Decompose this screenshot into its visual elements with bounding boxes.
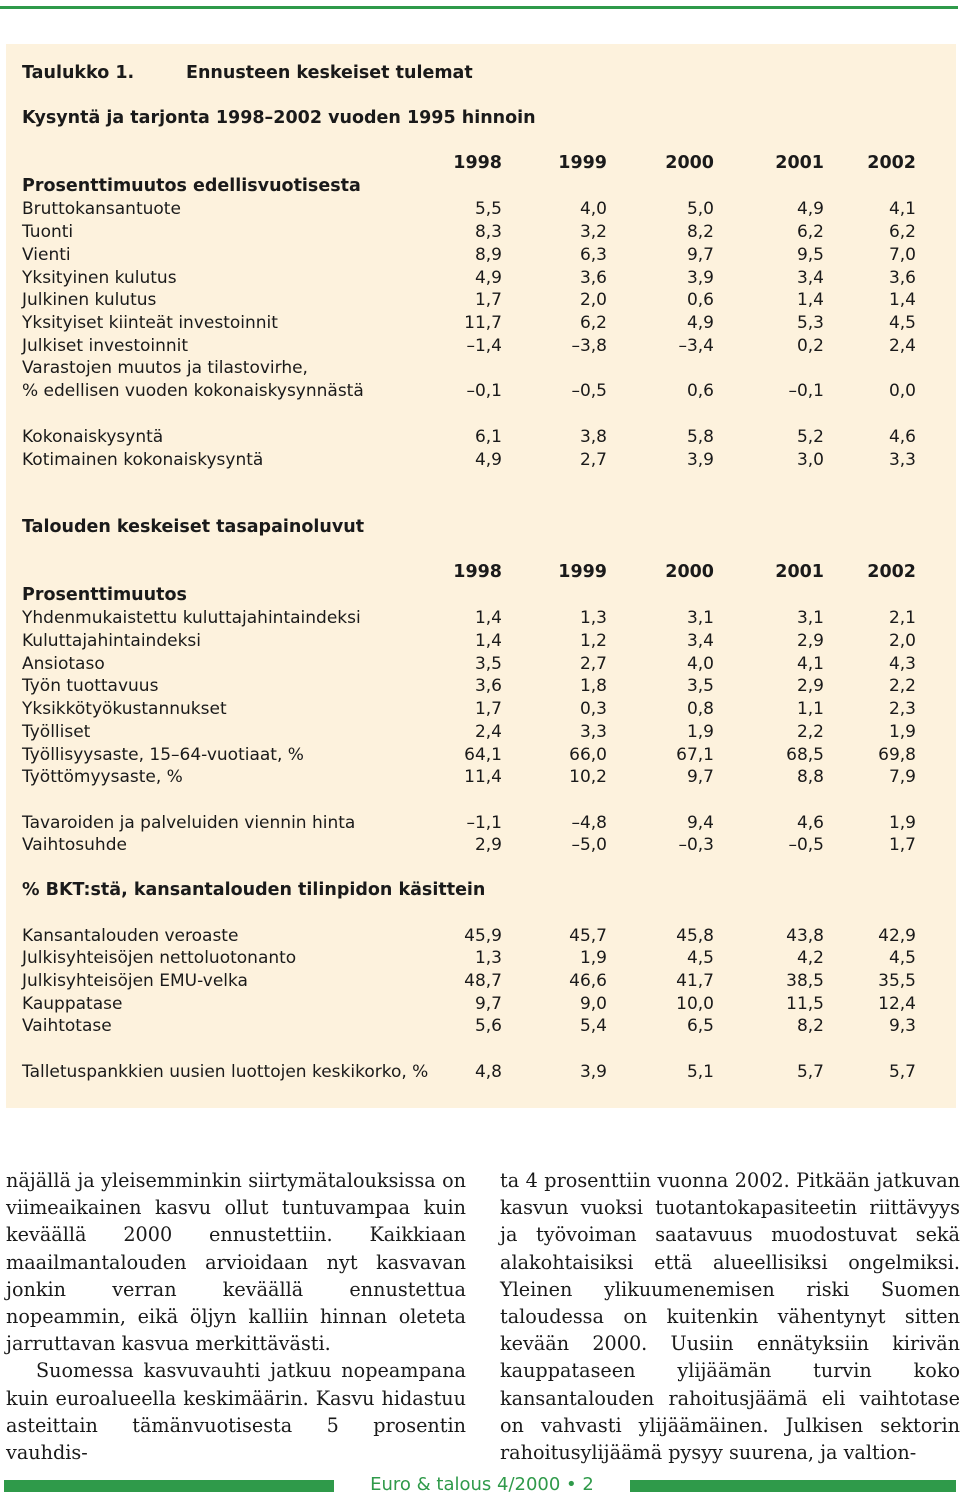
- value-cell: 0,8: [686, 699, 714, 719]
- row-label: Vaihtotase: [22, 1016, 112, 1036]
- value-cell: 41,7: [676, 971, 714, 991]
- row-label: Vienti: [22, 245, 71, 265]
- value-cell: 5,2: [796, 427, 824, 447]
- value-cell: 46,6: [569, 971, 607, 991]
- table-row: [22, 926, 922, 948]
- table-row: [22, 199, 922, 221]
- value-cell: 8,2: [796, 1016, 824, 1036]
- value-cell: 1,4: [888, 290, 916, 310]
- value-cell: 45,9: [464, 926, 502, 946]
- year-header-cell: 2000: [665, 153, 714, 173]
- body-column-right: [500, 1167, 960, 1466]
- row-label: % edellisen vuoden kokonaiskysynnästä: [22, 381, 364, 401]
- value-cell: 2,2: [888, 676, 916, 696]
- value-cell: 4,9: [796, 199, 824, 219]
- value-cell: 12,4: [878, 994, 916, 1014]
- value-cell: 5,8: [686, 427, 714, 447]
- table-row: [22, 948, 922, 970]
- value-cell: 0,3: [579, 699, 607, 719]
- value-cell: 4,6: [888, 427, 916, 447]
- value-cell: 9,7: [474, 994, 502, 1014]
- value-cell: 3,8: [579, 427, 607, 447]
- value-cell: –3,8: [571, 336, 607, 356]
- row-label: Julkinen kulutus: [22, 290, 157, 310]
- value-cell: 6,2: [579, 313, 607, 333]
- year-header-cell: 2002: [867, 562, 916, 582]
- table-title: Ennusteen keskeiset tulemat: [186, 63, 473, 83]
- value-cell: 3,1: [686, 608, 714, 628]
- value-cell: 5,7: [796, 1062, 824, 1082]
- value-cell: 8,3: [474, 222, 502, 242]
- value-cell: 48,7: [464, 971, 502, 991]
- value-cell: 4,6: [796, 813, 824, 833]
- value-cell: 9,4: [686, 813, 714, 833]
- year-header-cell: 1998: [453, 153, 502, 173]
- value-cell: 9,7: [686, 245, 714, 265]
- value-cell: 3,6: [888, 268, 916, 288]
- value-cell: 2,9: [796, 631, 824, 651]
- value-cell: 2,9: [796, 676, 824, 696]
- value-cell: 2,7: [579, 654, 607, 674]
- section3-title: % BKT:stä, kansantalouden tilinpidon käsittein: [22, 880, 486, 900]
- value-cell: 1,9: [888, 722, 916, 742]
- value-cell: 67,1: [676, 745, 714, 765]
- value-cell: 3,6: [579, 268, 607, 288]
- value-cell: 3,4: [796, 268, 824, 288]
- value-cell: 3,9: [686, 450, 714, 470]
- row-label: Työn tuottavuus: [22, 676, 159, 696]
- value-cell: 3,9: [579, 1062, 607, 1082]
- row-label: Työlliset: [22, 722, 91, 742]
- value-cell: 5,5: [474, 199, 502, 219]
- value-cell: 11,7: [464, 313, 502, 333]
- value-cell: 2,1: [888, 608, 916, 628]
- body-paragraph: näjällä ja yleisemminkin siirtymätalouksissa on viimeaikainen kasvu ollut tuntuvampaa kuin keväällä 2000 ennustettiin. Kaikkiaan maailmantalouden arvioidaan nyt kasvavan jonkin verran keväällä ennustettua nopeammin, eikä öljyn kalliin hinnan oleteta jarruttavan kasvua merkittävästi.: [6, 1169, 466, 1356]
- value-cell: 43,8: [786, 926, 824, 946]
- row-label: Yksityiset kiinteät investoinnit: [22, 313, 278, 333]
- value-cell: 1,3: [474, 948, 502, 968]
- footer-bar-right: [630, 1480, 956, 1492]
- value-cell: 6,1: [474, 427, 502, 447]
- value-cell: 3,0: [796, 450, 824, 470]
- table-row: [22, 813, 922, 835]
- value-cell: 3,2: [579, 222, 607, 242]
- row-label: Kokonaiskysyntä: [22, 427, 164, 447]
- year-header-cell: 1999: [558, 153, 607, 173]
- value-cell: 7,0: [888, 245, 916, 265]
- value-cell: 35,5: [878, 971, 916, 991]
- value-cell: 1,7: [888, 835, 916, 855]
- value-cell: 1,2: [579, 631, 607, 651]
- row-label: Ansiotaso: [22, 654, 105, 674]
- value-cell: 4,0: [686, 654, 714, 674]
- value-cell: 66,0: [569, 745, 607, 765]
- table-row: [22, 994, 922, 1016]
- value-cell: 5,7: [888, 1062, 916, 1082]
- row-label: Yksityinen kulutus: [22, 268, 177, 288]
- section1-title: Kysyntä ja tarjonta 1998–2002 vuoden 1995 hinnoin: [22, 108, 536, 128]
- value-cell: –0,1: [788, 381, 824, 401]
- year-header-cell: 2000: [665, 562, 714, 582]
- value-cell: 2,0: [579, 290, 607, 310]
- page-footer: [0, 1472, 960, 1498]
- value-cell: 11,4: [464, 767, 502, 787]
- table-row: [22, 608, 922, 630]
- value-cell: 4,5: [888, 948, 916, 968]
- value-cell: 1,7: [474, 290, 502, 310]
- table-row: [22, 336, 922, 358]
- value-cell: 45,7: [569, 926, 607, 946]
- value-cell: –0,3: [678, 835, 714, 855]
- value-cell: 1,8: [579, 676, 607, 696]
- value-cell: 8,9: [474, 245, 502, 265]
- value-cell: 4,1: [796, 654, 824, 674]
- value-cell: 5,3: [796, 313, 824, 333]
- value-cell: 5,1: [686, 1062, 714, 1082]
- value-cell: 3,5: [686, 676, 714, 696]
- row-label: Talletuspankkien uusien luottojen keskikorko, %: [22, 1062, 429, 1082]
- value-cell: 3,1: [796, 608, 824, 628]
- row-label: Tuonti: [22, 222, 74, 242]
- table-row: [22, 358, 922, 380]
- value-cell: 9,0: [579, 994, 607, 1014]
- row-label: Julkisyhteisöjen EMU-velka: [22, 971, 248, 991]
- table-row: [22, 268, 922, 290]
- table-row: [22, 676, 922, 698]
- section1-subheading: Prosenttimuutos edellisvuotisesta: [22, 176, 361, 196]
- value-cell: 2,7: [579, 450, 607, 470]
- value-cell: 4,9: [686, 313, 714, 333]
- year-header-cell: 2001: [775, 153, 824, 173]
- value-cell: 2,2: [796, 722, 824, 742]
- value-cell: 11,5: [786, 994, 824, 1014]
- value-cell: 5,6: [474, 1016, 502, 1036]
- value-cell: 1,4: [796, 290, 824, 310]
- value-cell: 2,4: [474, 722, 502, 742]
- table-row: [22, 450, 922, 472]
- value-cell: 10,2: [569, 767, 607, 787]
- value-cell: 69,8: [878, 745, 916, 765]
- value-cell: 3,3: [888, 450, 916, 470]
- row-label: Julkisyhteisöjen nettoluotonanto: [22, 948, 297, 968]
- value-cell: 2,4: [888, 336, 916, 356]
- value-cell: 0,2: [796, 336, 824, 356]
- value-cell: –0,5: [788, 835, 824, 855]
- value-cell: –1,1: [466, 813, 502, 833]
- table-row: [22, 631, 922, 653]
- top-rule: [0, 6, 958, 9]
- table-row: [22, 427, 922, 449]
- value-cell: 2,3: [888, 699, 916, 719]
- value-cell: 42,9: [878, 926, 916, 946]
- value-cell: 4,1: [888, 199, 916, 219]
- value-cell: 6,3: [579, 245, 607, 265]
- value-cell: 1,4: [474, 608, 502, 628]
- table-row: [22, 1062, 922, 1084]
- row-label: Bruttokansantuote: [22, 199, 181, 219]
- row-label: Kansantalouden veroaste: [22, 926, 239, 946]
- row-label: Tavaroiden ja palveluiden viennin hinta: [22, 813, 356, 833]
- section2-title: Talouden keskeiset tasapainoluvut: [22, 517, 365, 537]
- value-cell: 4,5: [686, 948, 714, 968]
- year-header-cell: 1998: [453, 562, 502, 582]
- row-label: Yhdenmukaistettu kuluttajahintaindeksi: [22, 608, 361, 628]
- value-cell: 3,6: [474, 676, 502, 696]
- table-row: [22, 971, 922, 993]
- value-cell: 4,9: [474, 268, 502, 288]
- value-cell: 8,2: [686, 222, 714, 242]
- value-cell: –5,0: [571, 835, 607, 855]
- value-cell: 4,9: [474, 450, 502, 470]
- table-row: [22, 313, 922, 335]
- body-paragraph: ta 4 prosenttiin vuonna 2002. Pitkään jatkuvan kasvun vuoksi tuotantokapasiteetin riittävyys ja työvoiman saatavuus muodostuvat sekä alakohtaisiksi että alueellisiksi ongelmiksi. Yleinen ylikuumenemisen riski Suomen taloudessa on kuitenkin vähentynyt sitten kevään 2000. Uusiin ennätyksiin kirivän kauppataseen ylijäämän turvin koko kansantalouden rahoitusjäämä eli vaihtotase on vahvasti ylijäämäinen. Julkisen sektorin rahoitusylijäämä pysyy suurena, ja valtion-: [500, 1169, 960, 1465]
- table-row: [22, 654, 922, 676]
- value-cell: 1,3: [579, 608, 607, 628]
- value-cell: 2,9: [474, 835, 502, 855]
- value-cell: 7,9: [888, 767, 916, 787]
- row-label: Julkiset investoinnit: [22, 336, 189, 356]
- value-cell: 8,8: [796, 767, 824, 787]
- section2-year-header: [22, 562, 922, 584]
- row-label: Kuluttajahintaindeksi: [22, 631, 201, 651]
- value-cell: 1,9: [686, 722, 714, 742]
- value-cell: 1,4: [474, 631, 502, 651]
- value-cell: 4,2: [796, 948, 824, 968]
- value-cell: 9,5: [796, 245, 824, 265]
- footer-page-label: Euro & talous 4/2000 • 2: [370, 1474, 594, 1495]
- table-row: [22, 381, 922, 403]
- year-header-cell: 2001: [775, 562, 824, 582]
- section1-year-header: [22, 153, 922, 175]
- value-cell: 0,6: [686, 381, 714, 401]
- value-cell: 10,0: [676, 994, 714, 1014]
- value-cell: –0,1: [466, 381, 502, 401]
- value-cell: 3,9: [686, 268, 714, 288]
- value-cell: 1,1: [796, 699, 824, 719]
- value-cell: 3,4: [686, 631, 714, 651]
- row-label: Vaihtosuhde: [22, 835, 127, 855]
- body-column-left: [6, 1167, 466, 1466]
- value-cell: 38,5: [786, 971, 824, 991]
- value-cell: 4,0: [579, 199, 607, 219]
- value-cell: 4,5: [888, 313, 916, 333]
- value-cell: 0,0: [888, 381, 916, 401]
- table-row: [22, 290, 922, 312]
- value-cell: 0,6: [686, 290, 714, 310]
- row-label: Yksikkötyökustannukset: [22, 699, 227, 719]
- row-label: Varastojen muutos ja tilastovirhe,: [22, 358, 308, 378]
- footer-bar-left: [4, 1480, 334, 1492]
- table-row: [22, 222, 922, 244]
- section2-subheading: Prosenttimuutos: [22, 585, 187, 605]
- table-row: [22, 835, 922, 857]
- value-cell: 45,8: [676, 926, 714, 946]
- value-cell: 1,9: [579, 948, 607, 968]
- value-cell: 68,5: [786, 745, 824, 765]
- value-cell: 2,0: [888, 631, 916, 651]
- value-cell: –0,5: [571, 381, 607, 401]
- value-cell: 1,7: [474, 699, 502, 719]
- value-cell: 3,3: [579, 722, 607, 742]
- table-row: [22, 745, 922, 767]
- table-label: Taulukko 1.: [22, 63, 135, 83]
- value-cell: 6,5: [686, 1016, 714, 1036]
- row-label: Työllisyysaste, 15–64-vuotiaat, %: [22, 745, 304, 765]
- body-paragraph: Suomessa kasvuvauhti jatkuu nopeampana kuin euroalueella keskimäärin. Kasvu hidastuu asteittain tämänvuotisesta 5 prosentin vauhdis-: [6, 1359, 466, 1465]
- table-row: [22, 699, 922, 721]
- value-cell: 6,2: [888, 222, 916, 242]
- row-label: Kotimainen kokonaiskysyntä: [22, 450, 264, 470]
- value-cell: –3,4: [678, 336, 714, 356]
- year-header-cell: 2002: [867, 153, 916, 173]
- year-header-cell: 1999: [558, 562, 607, 582]
- row-label: Kauppatase: [22, 994, 123, 1014]
- value-cell: 6,2: [796, 222, 824, 242]
- value-cell: 4,3: [888, 654, 916, 674]
- value-cell: 1,9: [888, 813, 916, 833]
- value-cell: 9,3: [888, 1016, 916, 1036]
- value-cell: 9,7: [686, 767, 714, 787]
- table-row: [22, 767, 922, 789]
- value-cell: –4,8: [571, 813, 607, 833]
- value-cell: 5,0: [686, 199, 714, 219]
- table-row: [22, 245, 922, 267]
- value-cell: 5,4: [579, 1016, 607, 1036]
- value-cell: 64,1: [464, 745, 502, 765]
- table-row: [22, 722, 922, 744]
- row-label: Työttömyysaste, %: [22, 767, 183, 787]
- value-cell: 4,8: [474, 1062, 502, 1082]
- value-cell: –1,4: [466, 336, 502, 356]
- value-cell: 3,5: [474, 654, 502, 674]
- table-row: [22, 1016, 922, 1038]
